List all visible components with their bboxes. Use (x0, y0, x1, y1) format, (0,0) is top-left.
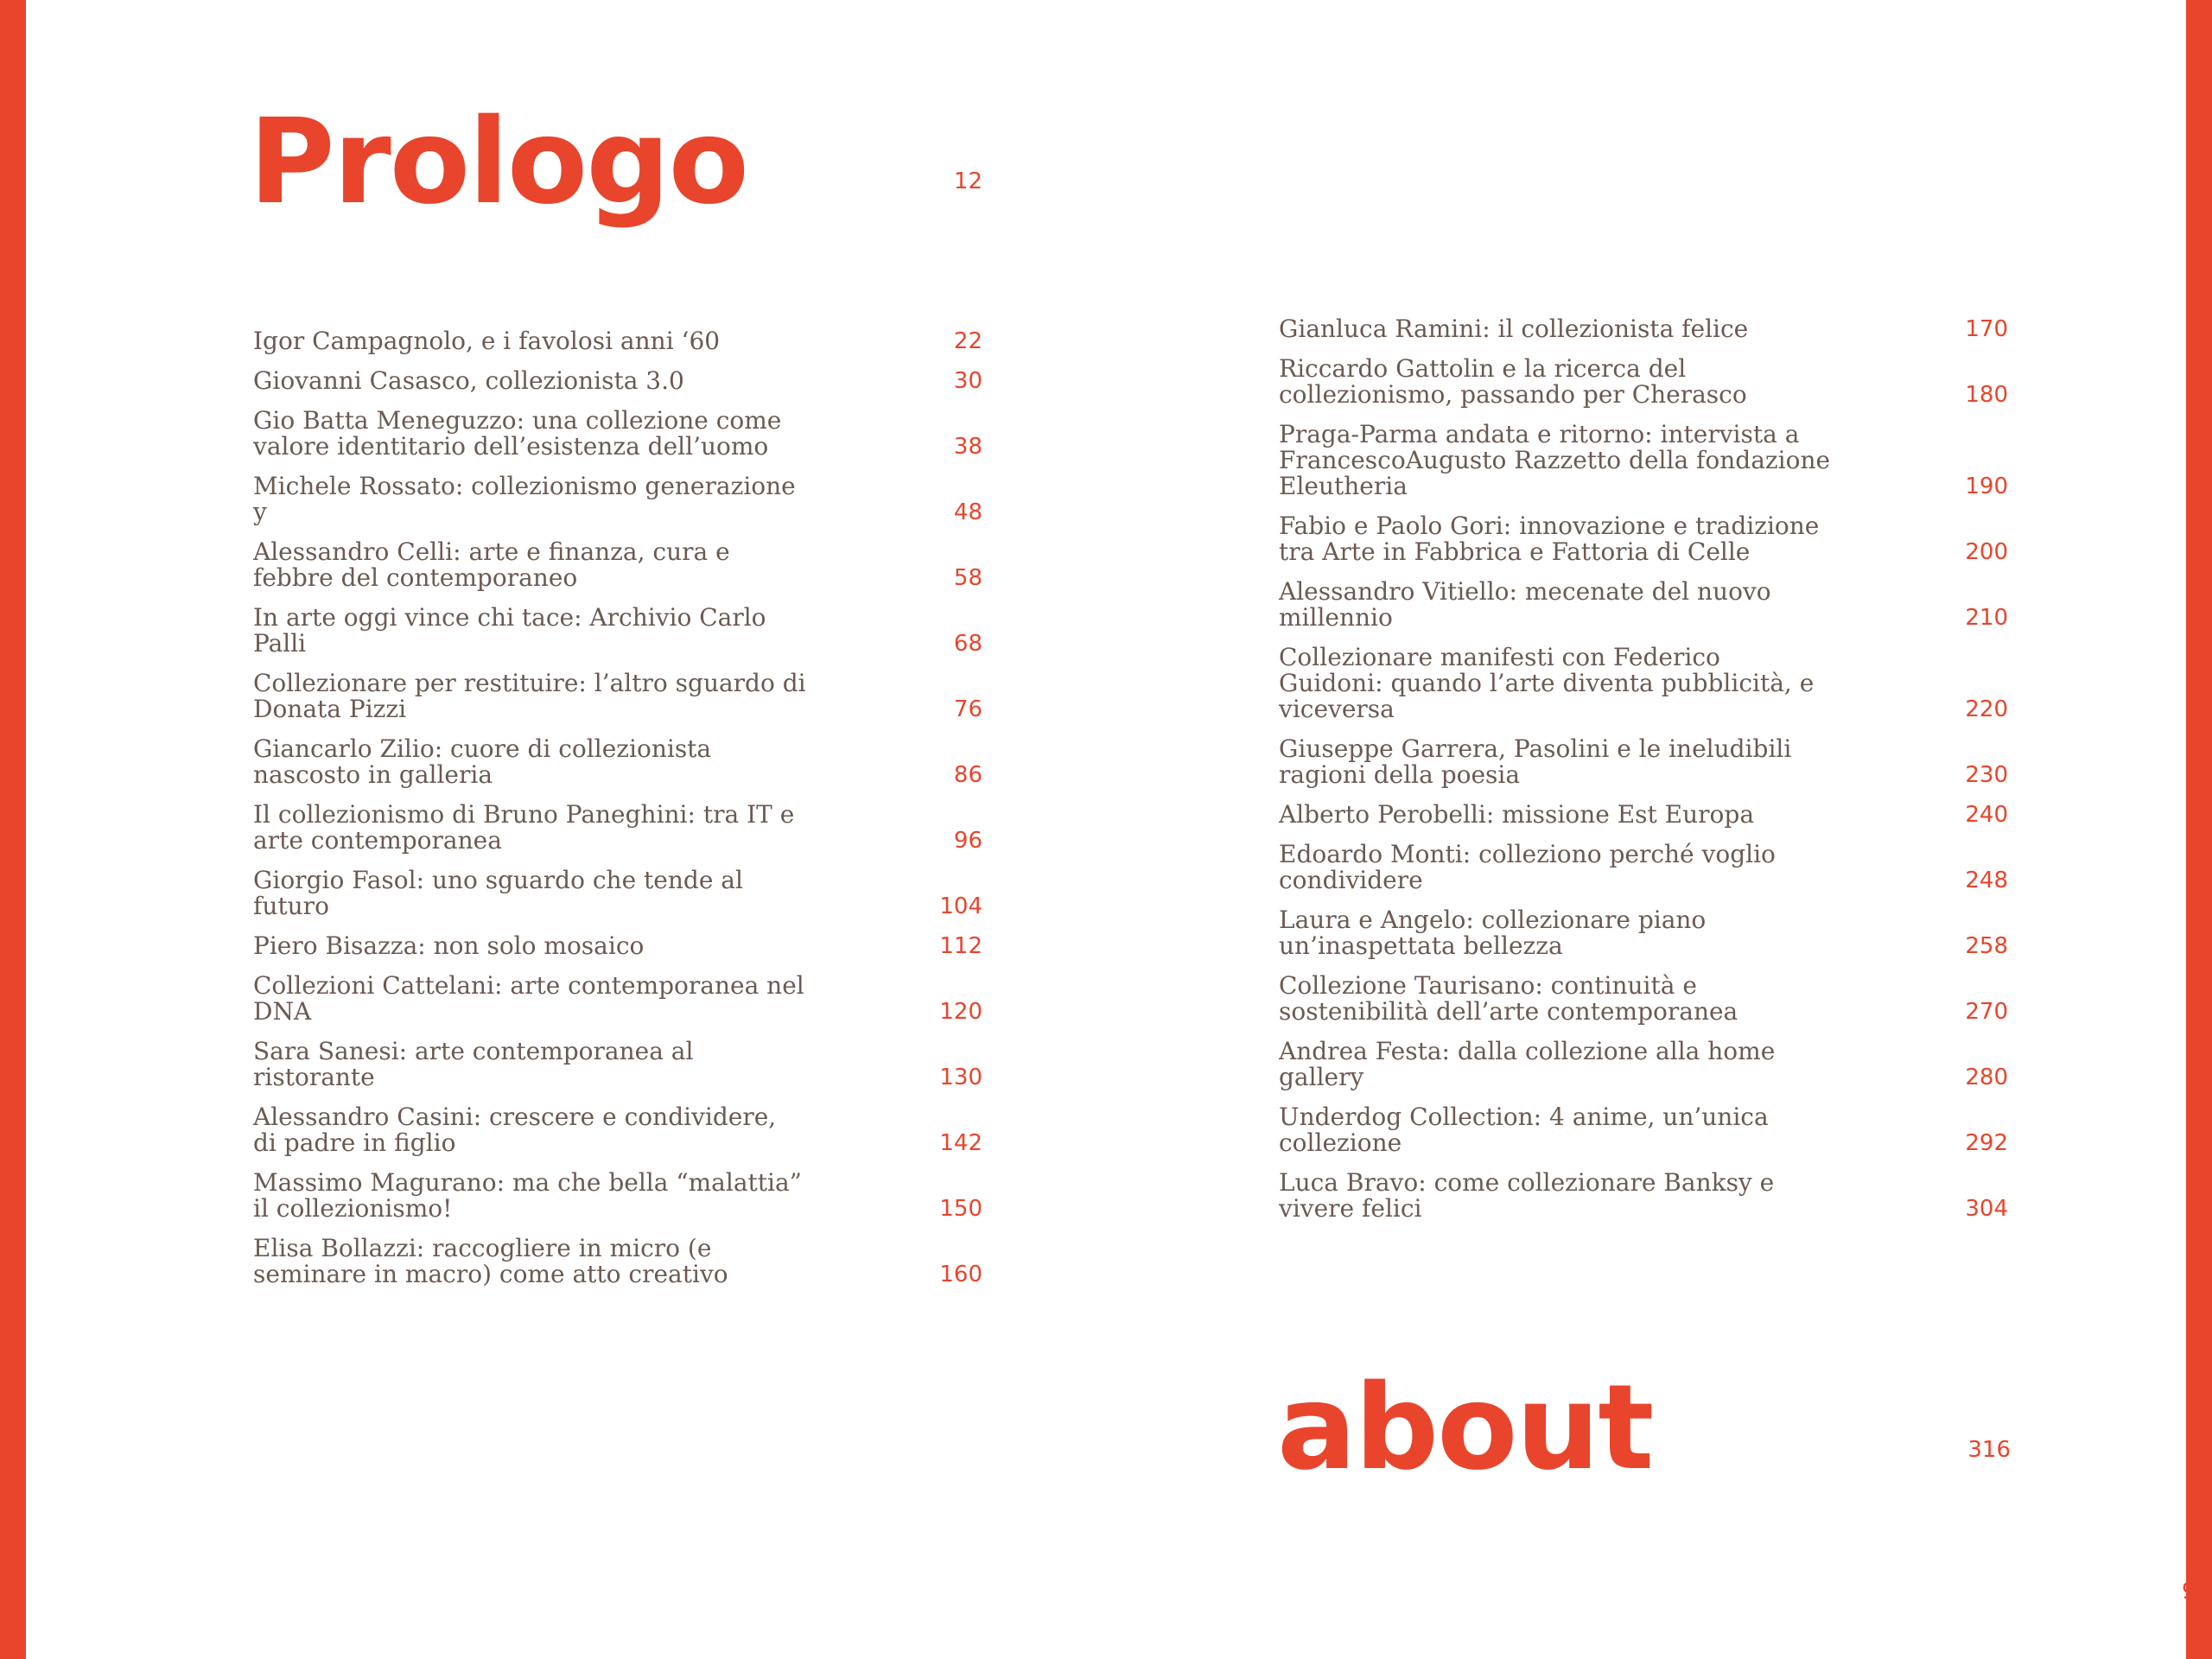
toc-entry (1279, 842, 2008, 893)
toc-entry (253, 605, 982, 657)
toc-entry-title: Luca Bravo: come collezionare Banksy e vivere felici (1279, 1168, 1775, 1223)
toc-entry-title: Collezione Taurisano: continuità e sostenibilità dell’arte contemporanea (1279, 971, 1738, 1026)
toc-entry-page: 190 (1965, 474, 2008, 499)
toc-entry-title: Giovanni Casasco, collezionista 3.0 (253, 366, 684, 395)
toc-entry-page: 112 (939, 933, 982, 959)
toc-entry (253, 868, 982, 919)
toc-entry-page: 210 (1965, 605, 2008, 631)
toc-entry-title: Riccardo Gattolin e la ricerca del collezionismo, passando per Cherasco (1279, 354, 1747, 409)
about-heading: about (1277, 1360, 1653, 1497)
toc-entry-page: 104 (939, 893, 982, 919)
toc-entry (1279, 1039, 2008, 1090)
toc-entry-page: 38 (953, 434, 982, 460)
toc-entry-page: 200 (1965, 539, 2008, 565)
toc-entry-title: Il collezionismo di Bruno Paneghini: tra IT e arte contemporanea (253, 800, 795, 855)
toc-entry-title: Michele Rossato: collezionismo generazione y (253, 472, 796, 526)
toc-entry-title: Alessandro Celli: arte e finanza, cura e febbre del contemporaneo (253, 537, 730, 592)
toc-entry-page: 258 (1965, 933, 2008, 959)
toc-entry-page: 76 (953, 696, 982, 722)
toc-entry-page: 130 (939, 1065, 982, 1090)
prologo-heading: Prologo (249, 94, 748, 231)
toc-entry (253, 973, 982, 1025)
toc-entry (1279, 907, 2008, 959)
toc-entry-page: 58 (953, 565, 982, 591)
toc-entry-title: Elisa Bollazzi: raccogliere in micro (e seminare in macro) come atto creativo (253, 1234, 728, 1288)
toc-entry (1279, 973, 2008, 1025)
toc-entry-page: 304 (1965, 1196, 2008, 1222)
toc-entry-page: 280 (1965, 1065, 2008, 1090)
toc-entry-title: In arte oggi vince chi tace: Archivio Carlo Palli (253, 603, 766, 658)
toc-entry-page: 96 (953, 828, 982, 854)
toc-entry-title: Praga-Parma andata e ritorno: intervista a FrancescoAugusto Razzetto della fondazione Eleutheria (1279, 420, 1831, 500)
toc-entry-title: Alessandro Vitiello: mecenate del nuovo millennio (1279, 577, 1771, 632)
toc-entry-page: 248 (1965, 868, 2008, 893)
toc-entry-page: 86 (953, 762, 982, 788)
toc-entry-title: Piero Bisazza: non solo mosaico (253, 931, 645, 960)
toc-entry (253, 933, 982, 959)
toc-entry (1279, 316, 2008, 342)
toc-entry-title: Gio Batta Meneguzzo: una collezione come valore identitario dell’esistenza dell’uomo (253, 406, 782, 461)
toc-entry-title: Giuseppe Garrera, Pasolini e le ineludibili ragioni della poesia (1279, 734, 1792, 789)
toc-entry-page: 22 (953, 328, 982, 354)
toc-entry (253, 368, 982, 394)
toc-entry-page: 270 (1965, 999, 2008, 1025)
toc-entry-title: Alessandro Casini: crescere e condividere, di padre in figlio (253, 1103, 777, 1157)
about-page-number: 316 (1967, 1437, 2011, 1463)
toc-entry-page: 160 (939, 1262, 982, 1287)
toc-entry (1279, 1170, 2008, 1222)
toc-left-column (253, 328, 982, 1301)
toc-entry-title: Giorgio Fasol: uno sguardo che tende al futuro (253, 866, 743, 920)
left-accent-bar (0, 0, 26, 1659)
toc-entry-title: Sara Sanesi: arte contemporanea al ristorante (253, 1037, 694, 1091)
toc-right-column (1279, 316, 2008, 1236)
toc-entry-page: 170 (1965, 316, 2008, 342)
toc-entry (253, 1170, 982, 1222)
toc-entry-page: 230 (1965, 762, 2008, 788)
toc-entry (1279, 422, 2008, 499)
toc-entry-page: 48 (953, 499, 982, 525)
toc-entry-title: Edoardo Monti: colleziono perché voglio condividere (1279, 840, 1776, 894)
toc-entry-title: Fabio e Paolo Gori: innovazione e tradizione tra Arte in Fabbrica e Fattoria di Celle (1279, 512, 1820, 566)
toc-entry (253, 1104, 982, 1156)
toc-entry (1279, 356, 2008, 408)
toc-entry-page: 292 (1965, 1130, 2008, 1156)
toc-entry (1279, 736, 2008, 788)
toc-entry (253, 328, 982, 354)
toc-entry-title: Giancarlo Zilio: cuore di collezionista nascosto in galleria (253, 734, 712, 789)
toc-entry (1279, 579, 2008, 631)
toc-entry-title: Alberto Perobelli: missione Est Europa (1279, 800, 1755, 829)
toc-entry-title: Collezionare manifesti con Federico Guidoni: quando l’arte diventa pubblicità, e viceversa (1279, 643, 1815, 723)
toc-entry-page: 150 (939, 1196, 982, 1222)
toc-entry-title: Laura e Angelo: collezionare piano un’inaspettata bellezza (1279, 906, 1707, 960)
toc-entry (253, 802, 982, 854)
toc-entry (1279, 645, 2008, 722)
toc-entry-title: Andrea Festa: dalla collezione alla home gallery (1279, 1037, 1776, 1091)
toc-entry-page: 142 (939, 1130, 982, 1156)
toc-entry (253, 539, 982, 591)
toc-entry-page: 180 (1965, 382, 2008, 408)
toc-entry (253, 1236, 982, 1287)
toc-entry-title: Igor Campagnolo, e i favolosi anni ‘60 (253, 327, 721, 355)
toc-entry (253, 474, 982, 525)
toc-entry-title: Collezionare per restituire: l’altro sguardo di Donata Pizzi (253, 669, 806, 723)
prologo-page-number: 12 (953, 168, 982, 194)
toc-entry (1279, 802, 2008, 828)
toc-entry-title: Massimo Magurano: ma che bella “malattia” il collezionismo! (253, 1168, 802, 1223)
toc-entry-page: 240 (1965, 802, 2008, 828)
toc-entry (253, 671, 982, 722)
toc-entry-page: 30 (953, 368, 982, 394)
toc-entry (253, 1039, 982, 1090)
toc-entry-page: 68 (953, 631, 982, 657)
toc-entry-title: Gianluca Ramini: il collezionista felice (1279, 315, 1749, 343)
toc-entry-page: 220 (1965, 696, 2008, 722)
right-accent-bar (2186, 0, 2212, 1659)
toc-entry-title: Collezioni Cattelani: arte contemporanea nel DNA (253, 971, 804, 1026)
toc-entry-page: 120 (939, 999, 982, 1025)
toc-entry (1279, 513, 2008, 565)
toc-entry-title: Underdog Collection: 4 anime, un’unica collezione (1279, 1103, 1769, 1157)
folio-page-number: 9 (2182, 1579, 2196, 1605)
toc-entry (253, 408, 982, 460)
toc-entry (253, 736, 982, 788)
toc-entry (1279, 1104, 2008, 1156)
